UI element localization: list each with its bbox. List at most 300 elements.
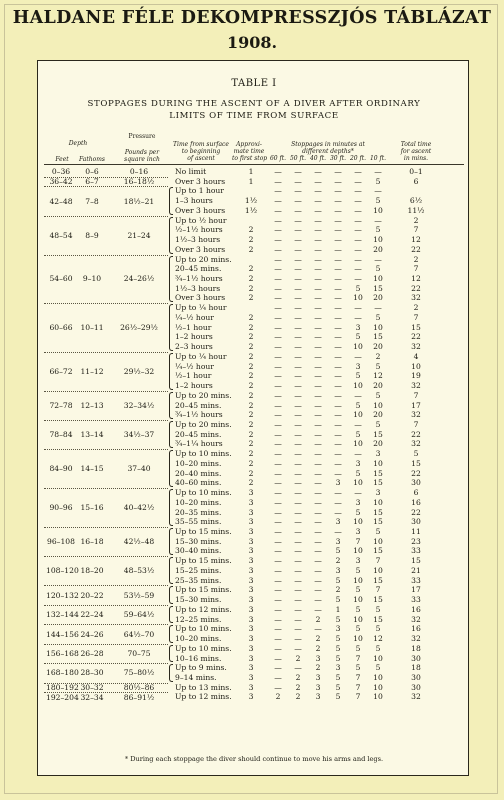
first-stop-time: 2 — [248, 361, 254, 371]
stop-dash: — — [334, 312, 342, 322]
stop-dash: — — [274, 419, 282, 429]
total-ascent-time: 23 — [411, 536, 421, 546]
stop-dash: — — [334, 332, 342, 342]
stop-dash: — — [274, 186, 282, 196]
time-from-surface: 1–3 hours — [175, 196, 213, 206]
header-time-of-ascent: of ascent — [187, 155, 215, 162]
header-total: Total time — [400, 141, 432, 148]
pressure-value: 26½–29½ — [120, 323, 158, 333]
depth-fathoms: 22–24 — [80, 610, 104, 620]
stop-dash: — — [274, 517, 282, 527]
stop-dash: — — [294, 458, 302, 468]
stop-dash: — — [354, 449, 362, 459]
group-brace — [169, 489, 173, 526]
stop-minutes: 10 — [373, 205, 383, 215]
time-from-surface: 35–55 mins. — [175, 517, 222, 527]
stop-dash: — — [354, 186, 362, 196]
stop-minutes: 7 — [375, 585, 381, 595]
depth-fathoms: 11–12 — [80, 366, 104, 376]
first-stop-time: 2 — [248, 458, 254, 468]
stop-dash: — — [314, 507, 322, 517]
stop-dash: — — [354, 176, 362, 186]
stop-dash: — — [374, 186, 382, 196]
stop-dash: — — [274, 312, 282, 322]
time-from-surface: 1½–3 hours — [175, 283, 221, 293]
stop-dash: — — [294, 634, 302, 644]
depth-fathoms: 30–32 — [80, 683, 104, 693]
stop-minutes: 20 — [373, 381, 383, 391]
total-ascent-time: 32 — [411, 293, 421, 303]
time-from-surface: Up to 10 mins. — [175, 643, 232, 653]
first-stop-time: 3 — [248, 624, 254, 634]
stop-minutes: 3 — [335, 624, 341, 634]
header-total-mins: in mins. — [403, 155, 429, 162]
stop-dash: — — [274, 643, 282, 653]
pressure-value: 70–75 — [127, 649, 151, 658]
stop-dash: — — [314, 293, 322, 303]
stop-minutes: 3 — [335, 517, 341, 527]
stop-minutes: 3 — [315, 653, 321, 663]
group-brace — [169, 392, 173, 419]
stop-minutes: 5 — [335, 643, 341, 653]
stop-dash: — — [334, 361, 342, 371]
stop-minutes: 20 — [373, 410, 383, 420]
stop-dash: — — [334, 342, 342, 352]
total-ascent-time: 6½ — [409, 196, 423, 206]
total-ascent-time: 22 — [411, 429, 421, 439]
stop-minutes: 7 — [355, 682, 361, 692]
stop-dash: — — [294, 439, 302, 449]
stop-dash: — — [354, 274, 362, 284]
first-stop-time: 3 — [248, 556, 254, 566]
depth-feet: 192–204 — [46, 692, 79, 702]
stop-minutes: 15 — [373, 429, 383, 439]
first-stop-time: 2 — [248, 312, 254, 322]
stop-dash: — — [294, 585, 302, 595]
time-from-surface: Up to 15 mins. — [175, 556, 232, 566]
stop-dash: — — [274, 575, 282, 585]
stop-dash: — — [274, 672, 282, 682]
stop-dash: — — [294, 244, 302, 254]
pressure-value: 32–34½ — [123, 400, 155, 410]
stop-minutes: 3 — [315, 682, 321, 692]
stop-minutes: 5 — [335, 682, 341, 692]
time-from-surface: Up to ¼ hour — [175, 351, 227, 361]
stop-minutes: 15 — [373, 517, 383, 527]
group-brace — [169, 353, 173, 390]
group-divider — [44, 420, 168, 421]
stop-dash: — — [314, 595, 322, 605]
stop-dash: — — [334, 235, 342, 245]
time-from-surface: Up to ½ hour — [175, 215, 227, 225]
stop-minutes: 5 — [375, 176, 381, 186]
stop-dash: — — [334, 381, 342, 391]
first-stop-time: 2 — [248, 439, 254, 449]
stop-dash: — — [294, 264, 302, 274]
depth-fathoms: 0–6 — [85, 167, 99, 177]
stop-dash: — — [274, 595, 282, 605]
pressure-value: 18½–21 — [123, 196, 155, 206]
first-stop-time: 1½ — [244, 196, 258, 206]
total-ascent-time: 22 — [411, 283, 421, 293]
total-ascent-time: 21 — [411, 565, 421, 575]
time-from-surface: Up to 1 hour — [175, 186, 224, 196]
total-ascent-time: 32 — [411, 381, 421, 391]
total-ascent-time: 12 — [411, 235, 421, 245]
pressure-value: 59–64½ — [123, 610, 155, 620]
stop-dash: — — [314, 303, 322, 313]
stop-minutes: 2 — [295, 653, 301, 663]
stop-dash: — — [354, 264, 362, 274]
depth-fathoms: 6–7 — [85, 177, 99, 187]
stop-minutes: 10 — [373, 235, 383, 245]
stop-dash: — — [274, 293, 282, 303]
first-stop-time: 3 — [248, 653, 254, 663]
stop-minutes: 15 — [373, 614, 383, 624]
time-from-surface: ¼–½ hour — [175, 361, 214, 371]
stop-dash: — — [294, 527, 302, 536]
pressure-value: 75–80½ — [123, 668, 155, 678]
group-brace — [169, 450, 173, 487]
stop-minutes: 10 — [373, 692, 383, 702]
depth-feet: 72–78 — [49, 400, 73, 410]
time-from-surface: 15–30 mins. — [175, 536, 222, 546]
group-divider — [44, 624, 168, 625]
pressure-value: 21–24 — [127, 230, 151, 240]
total-ascent-time: 16 — [411, 624, 421, 634]
first-stop-time: 2 — [248, 371, 254, 381]
stop-dash: — — [274, 663, 282, 673]
header-time-from-surface: Time from surface — [173, 141, 229, 148]
stop-dash: — — [294, 575, 302, 585]
stop-minutes: 5 — [375, 624, 381, 634]
header-total-ascent: for ascent — [400, 148, 432, 155]
stop-dash: — — [334, 264, 342, 274]
time-from-surface: No limit — [175, 167, 207, 176]
depth-feet: 144–156 — [46, 629, 79, 639]
stop-minutes: 10 — [353, 595, 363, 605]
first-stop-time: 3 — [248, 507, 254, 517]
depth-fathoms: 7–8 — [85, 196, 99, 206]
pressure-value: 37–40 — [127, 464, 151, 474]
header-depth-col-2: 40 ft. — [309, 155, 327, 162]
stop-dash: — — [354, 215, 362, 225]
stop-minutes: 10 — [373, 274, 383, 284]
stop-dash: — — [314, 254, 322, 264]
stop-dash: — — [314, 546, 322, 556]
stop-dash: — — [274, 244, 282, 254]
stop-dash: — — [294, 429, 302, 439]
first-stop-time: 2 — [248, 293, 254, 303]
first-stop-time: 3 — [248, 595, 254, 605]
stop-dash: — — [274, 468, 282, 478]
total-ascent-time: 16 — [411, 604, 421, 614]
time-from-surface: Up to 12 mins. — [175, 692, 232, 702]
time-from-surface: ½–1 hour — [175, 371, 212, 381]
stop-dash: — — [334, 468, 342, 478]
stop-dash: — — [274, 361, 282, 371]
time-from-surface: 10–16 mins. — [175, 653, 222, 663]
stop-minutes: 3 — [355, 361, 361, 371]
time-from-surface: Over 3 hours — [175, 176, 226, 186]
stop-dash: — — [334, 371, 342, 381]
stop-minutes: 2 — [335, 556, 341, 566]
stop-dash: — — [294, 312, 302, 322]
time-from-surface: ½–1½ hours — [175, 225, 223, 235]
total-ascent-time: 32 — [411, 614, 421, 624]
pressure-value: 0–16 — [129, 167, 149, 177]
stop-dash: — — [334, 439, 342, 449]
stop-dash: — — [314, 536, 322, 546]
stop-dash: — — [314, 604, 322, 614]
depth-feet: 120–132 — [46, 590, 79, 600]
stop-minutes: 7 — [375, 556, 381, 566]
total-ascent-time: 19 — [411, 371, 421, 381]
time-from-surface: 25–35 mins. — [175, 575, 222, 585]
stop-dash: — — [274, 167, 282, 176]
stop-minutes: 2 — [315, 663, 321, 673]
stop-dash: — — [274, 682, 282, 692]
stop-minutes: 10 — [353, 342, 363, 352]
first-stop-time: 2 — [248, 449, 254, 459]
stop-minutes: 15 — [373, 507, 383, 517]
group-brace — [169, 187, 173, 214]
stop-dash: — — [294, 643, 302, 653]
stop-minutes: 10 — [353, 614, 363, 624]
header-rule — [44, 164, 464, 165]
header-stoppages: Stoppages in minutes at — [291, 141, 365, 148]
stop-dash: — — [374, 167, 382, 176]
depth-fathoms: 28–30 — [80, 668, 104, 678]
depth-fathoms: 16–18 — [80, 537, 104, 547]
total-ascent-time: 17 — [411, 400, 421, 410]
stop-dash: — — [274, 507, 282, 517]
stop-dash: — — [274, 585, 282, 595]
first-stop-time: 2 — [248, 410, 254, 420]
first-stop-time: 2 — [248, 478, 254, 488]
stop-dash: — — [274, 274, 282, 284]
stop-dash: — — [354, 205, 362, 215]
stop-dash: — — [274, 283, 282, 293]
stop-minutes: 5 — [375, 225, 381, 235]
depth-feet: 42–48 — [49, 196, 73, 206]
total-ascent-time: 16 — [411, 497, 421, 507]
time-from-surface: 10–20 mins. — [175, 634, 222, 644]
group-brace — [169, 256, 173, 303]
stop-dash: — — [354, 225, 362, 235]
stop-dash: — — [294, 517, 302, 527]
stop-dash: — — [274, 604, 282, 614]
stop-minutes: 10 — [353, 575, 363, 585]
stop-minutes: 15 — [373, 468, 383, 478]
stop-dash: — — [294, 604, 302, 614]
time-from-surface: Over 3 hours — [175, 244, 226, 254]
time-from-surface: ¾–1½ hours — [175, 274, 223, 284]
stop-minutes: 10 — [373, 536, 383, 546]
stop-dash: — — [294, 507, 302, 517]
stop-minutes: 7 — [355, 692, 361, 702]
stop-minutes: 2 — [335, 585, 341, 595]
depth-feet: 156–168 — [46, 649, 79, 658]
total-ascent-time: 30 — [411, 517, 421, 527]
group-brace — [169, 528, 173, 555]
stop-minutes: 3 — [355, 556, 361, 566]
first-stop-time: 2 — [248, 264, 254, 274]
total-ascent-time: 32 — [411, 439, 421, 449]
total-ascent-time: 22 — [411, 244, 421, 254]
stop-minutes: 12 — [373, 371, 383, 381]
time-from-surface: 1–2 hours — [175, 332, 213, 342]
stop-dash: — — [294, 614, 302, 624]
stop-dash: — — [334, 507, 342, 517]
group-divider — [44, 449, 168, 450]
header-pounds: Pounds per — [124, 149, 160, 156]
first-stop-time: 2 — [248, 400, 254, 410]
stop-minutes: 2 — [315, 614, 321, 624]
stop-dash: — — [294, 488, 302, 498]
stop-dash: — — [294, 624, 302, 634]
stop-dash: — — [314, 264, 322, 274]
stop-minutes: 15 — [373, 546, 383, 556]
total-ascent-time: 7 — [413, 419, 419, 429]
stop-dash: — — [354, 303, 362, 313]
time-from-surface: 20–40 mins. — [175, 468, 222, 478]
stop-minutes: 10 — [373, 672, 383, 682]
stop-dash: — — [334, 303, 342, 313]
stop-dash: — — [274, 429, 282, 439]
group-divider — [44, 605, 168, 606]
time-from-surface: Up to ¼ hour — [175, 303, 227, 313]
stop-dash: — — [314, 497, 322, 507]
stop-dash: — — [374, 303, 382, 313]
total-ascent-time: 15 — [411, 458, 421, 468]
stop-dash: — — [314, 556, 322, 566]
stop-minutes: 2 — [275, 692, 281, 702]
time-from-surface: Over 3 hours — [175, 205, 226, 215]
stop-dash: — — [274, 546, 282, 556]
time-from-surface: 20–45 mins. — [175, 400, 222, 410]
stop-dash: — — [274, 215, 282, 225]
stop-minutes: 10 — [373, 682, 383, 692]
stop-dash: — — [314, 575, 322, 585]
time-from-surface: Up to 13 mins. — [175, 682, 232, 692]
total-ascent-time: 4 — [413, 351, 419, 361]
stop-dash: — — [274, 478, 282, 488]
total-ascent-time: 22 — [411, 468, 421, 478]
time-from-surface: Over 3 hours — [175, 293, 226, 303]
stop-minutes: 5 — [375, 419, 381, 429]
stop-dash: — — [294, 351, 302, 361]
stop-minutes: 15 — [373, 283, 383, 293]
table-subtitle-line1: STOPPAGES DURING THE ASCENT OF A DIVER AFTER ORDINARY — [87, 99, 421, 109]
total-ascent-time: 7 — [413, 225, 419, 235]
total-ascent-time: 5 — [413, 449, 419, 459]
stop-dash: — — [334, 244, 342, 254]
header-depth-col-5: 10 ft. — [369, 155, 387, 162]
depth-fathoms: 18–20 — [80, 566, 104, 576]
stop-dash: — — [294, 400, 302, 410]
depth-feet: 180–192 — [46, 683, 79, 693]
stop-dash: — — [294, 565, 302, 575]
stop-dash: — — [314, 312, 322, 322]
first-stop-time: 3 — [248, 517, 254, 527]
depth-fathoms: 15–16 — [80, 503, 104, 513]
time-from-surface: 20–35 mins. — [175, 507, 222, 517]
stop-dash: — — [334, 167, 342, 176]
stop-dash: — — [294, 497, 302, 507]
stop-dash: — — [274, 205, 282, 215]
time-from-surface: 15–25 mins. — [175, 565, 222, 575]
stop-dash: — — [294, 390, 302, 400]
stop-minutes: 3 — [375, 488, 381, 498]
time-from-surface: Up to 20 mins. — [175, 390, 232, 400]
time-from-surface: Up to 20 mins. — [175, 419, 232, 429]
group-brace — [169, 645, 173, 662]
first-stop-time: 2 — [248, 283, 254, 293]
stop-minutes: 5 — [335, 653, 341, 663]
stop-minutes: 3 — [355, 497, 361, 507]
stop-dash: — — [314, 478, 322, 488]
time-from-surface: 20–45 mins. — [175, 429, 222, 439]
group-divider — [44, 352, 168, 353]
stop-dash: — — [314, 167, 322, 176]
total-ascent-time: 11 — [411, 527, 421, 536]
stop-dash: — — [294, 274, 302, 284]
stop-dash: — — [314, 429, 322, 439]
group-brace — [169, 217, 173, 254]
stop-dash: — — [274, 488, 282, 498]
header-depth-col-3: 30 ft. — [329, 155, 347, 162]
total-ascent-time: 32 — [411, 634, 421, 644]
depth-feet: 54–60 — [49, 274, 73, 284]
total-ascent-time: 32 — [411, 410, 421, 420]
stop-minutes: 15 — [373, 478, 383, 488]
stop-dash: — — [334, 215, 342, 225]
stop-dash: — — [274, 332, 282, 342]
stop-dash: — — [274, 497, 282, 507]
stop-minutes: 5 — [375, 361, 381, 371]
stop-dash: — — [274, 381, 282, 391]
stop-dash: — — [314, 342, 322, 352]
stop-dash: — — [314, 235, 322, 245]
stop-dash: — — [294, 167, 302, 176]
stop-dash: — — [294, 186, 302, 196]
time-from-surface: Up to 15 mins. — [175, 585, 232, 595]
stop-minutes: 5 — [375, 663, 381, 673]
stop-dash: — — [354, 244, 362, 254]
pressure-value: 24–26½ — [123, 274, 155, 284]
first-stop-time: 3 — [248, 604, 254, 614]
stop-dash: — — [294, 556, 302, 566]
first-stop-time: 3 — [248, 672, 254, 682]
stop-dash: — — [274, 624, 282, 634]
stop-dash: — — [294, 303, 302, 313]
first-stop-time: 2 — [248, 468, 254, 478]
first-stop-time: 3 — [248, 614, 254, 624]
stop-dash: — — [294, 196, 302, 206]
stop-dash: — — [294, 663, 302, 673]
stop-dash: — — [314, 400, 322, 410]
stop-dash: — — [334, 390, 342, 400]
total-ascent-time: 2 — [413, 254, 419, 264]
total-ascent-time: 18 — [411, 643, 421, 653]
stop-minutes: 5 — [355, 429, 361, 439]
stop-minutes: 10 — [353, 293, 363, 303]
stop-dash: — — [354, 390, 362, 400]
stop-minutes: 3 — [335, 536, 341, 546]
first-stop-time: 3 — [248, 497, 254, 507]
group-brace — [169, 304, 173, 351]
